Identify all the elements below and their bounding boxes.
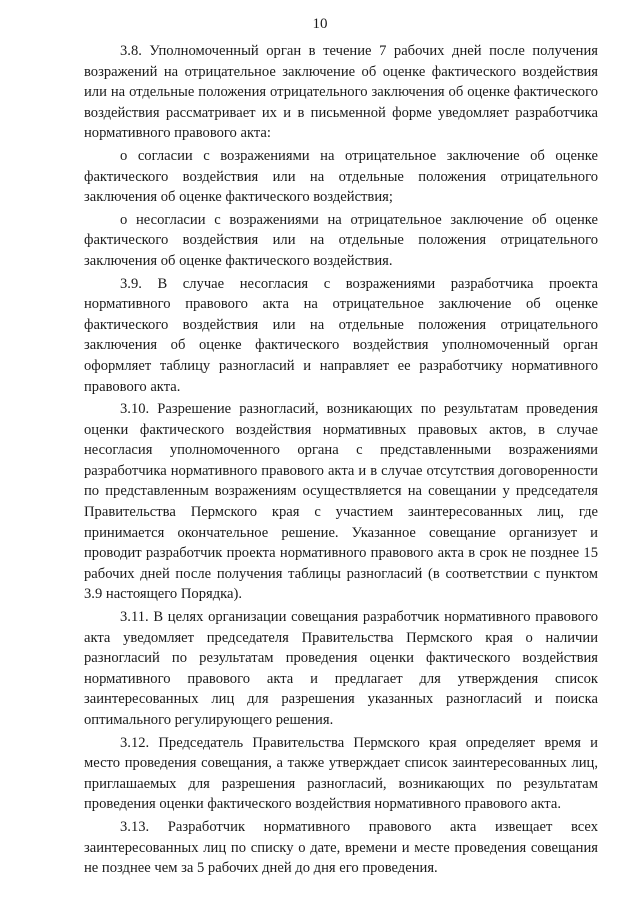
paragraph-3-11: 3.11. В целях организации совещания разработчик нормативного правового акта уведомляет председателя Правительства Пермского края о наличии разногласий по результатам проведения оценки фактического воздействия нормативного правового акта и предлагает для утверждения список заинтересованных лиц для разрешения указанных разногласий и поиска оптимального регулирующего решения. (84, 609, 598, 728)
paragraph-3-10: 3.10. Разрешение разногласий, возникающих по результатам проведения оценки фактического воздействия нормативных правовых актов, в случае несогласия уполномоченного органа с представленными возражениями разработчика нормативного правового акта и в случае отсутствия договоренности по представленным возражениям осуществляется на совещании у председателя Правительства Пермского края с участием заинтересованных лиц, где принимается окончательное решение. Указанное совещание организует и проводит разработчик проекта нормативного правового акта в срок не позднее 15 рабочих дней после получения таблицы разногласий (в соответствии с пунктом 3.9 настоящего Порядка). (84, 401, 598, 603)
paragraph-3-9: 3.9. В случае несогласия с возражениями разработчика проекта нормативного правового акта на отрицательное заключение об оценке фактического воздействия или на отдельные положения отрицательного заключения об оценке фактического воздействия уполномоченный орган оформляет таблицу разногласий и направляет ее разработчику нормативного правового акта. (84, 275, 598, 395)
paragraph-3-8: 3.8. Уполномоченный орган в течение 7 рабочих дней после получения возражений на отрицательное заключение об оценке фактического воздействия или на отдельные положения отрицательного заключения об оценке фактического воздействия рассматривает их и в письменной форме уведомляет разработчика нормативного правового акта: (84, 43, 598, 142)
paragraph-disagreement-option: о несогласии с возражениями на отрицательное заключение об оценке фактического воздействия или на отдельные положения отрицательного заключения об оценке фактического воздействия. (84, 211, 598, 269)
paragraph-3-13: 3.13. Разработчик нормативного правового акта извещает всех заинтересованных лиц по списку о дате, времени и месте проведения совещания не позднее чем за 5 рабочих дней до дня его проведения. (84, 818, 598, 877)
page-number: 10 (312, 16, 328, 32)
document-body (84, 41, 598, 881)
paragraph-agreement-option: о согласии с возражениями на отрицательное заключение об оценке фактического воздействия или на отдельные положения отрицательного заключения об оценке фактического воздействия; (84, 147, 598, 206)
paragraph-3-12: 3.12. Председатель Правительства Пермского края определяет время и место проведения совещания, а также утверждает список заинтересованных лиц, приглашаемых для разрешения разногласий, возникающих по результатам проведения оценки фактического воздействия нормативного правового акта. (84, 734, 598, 813)
